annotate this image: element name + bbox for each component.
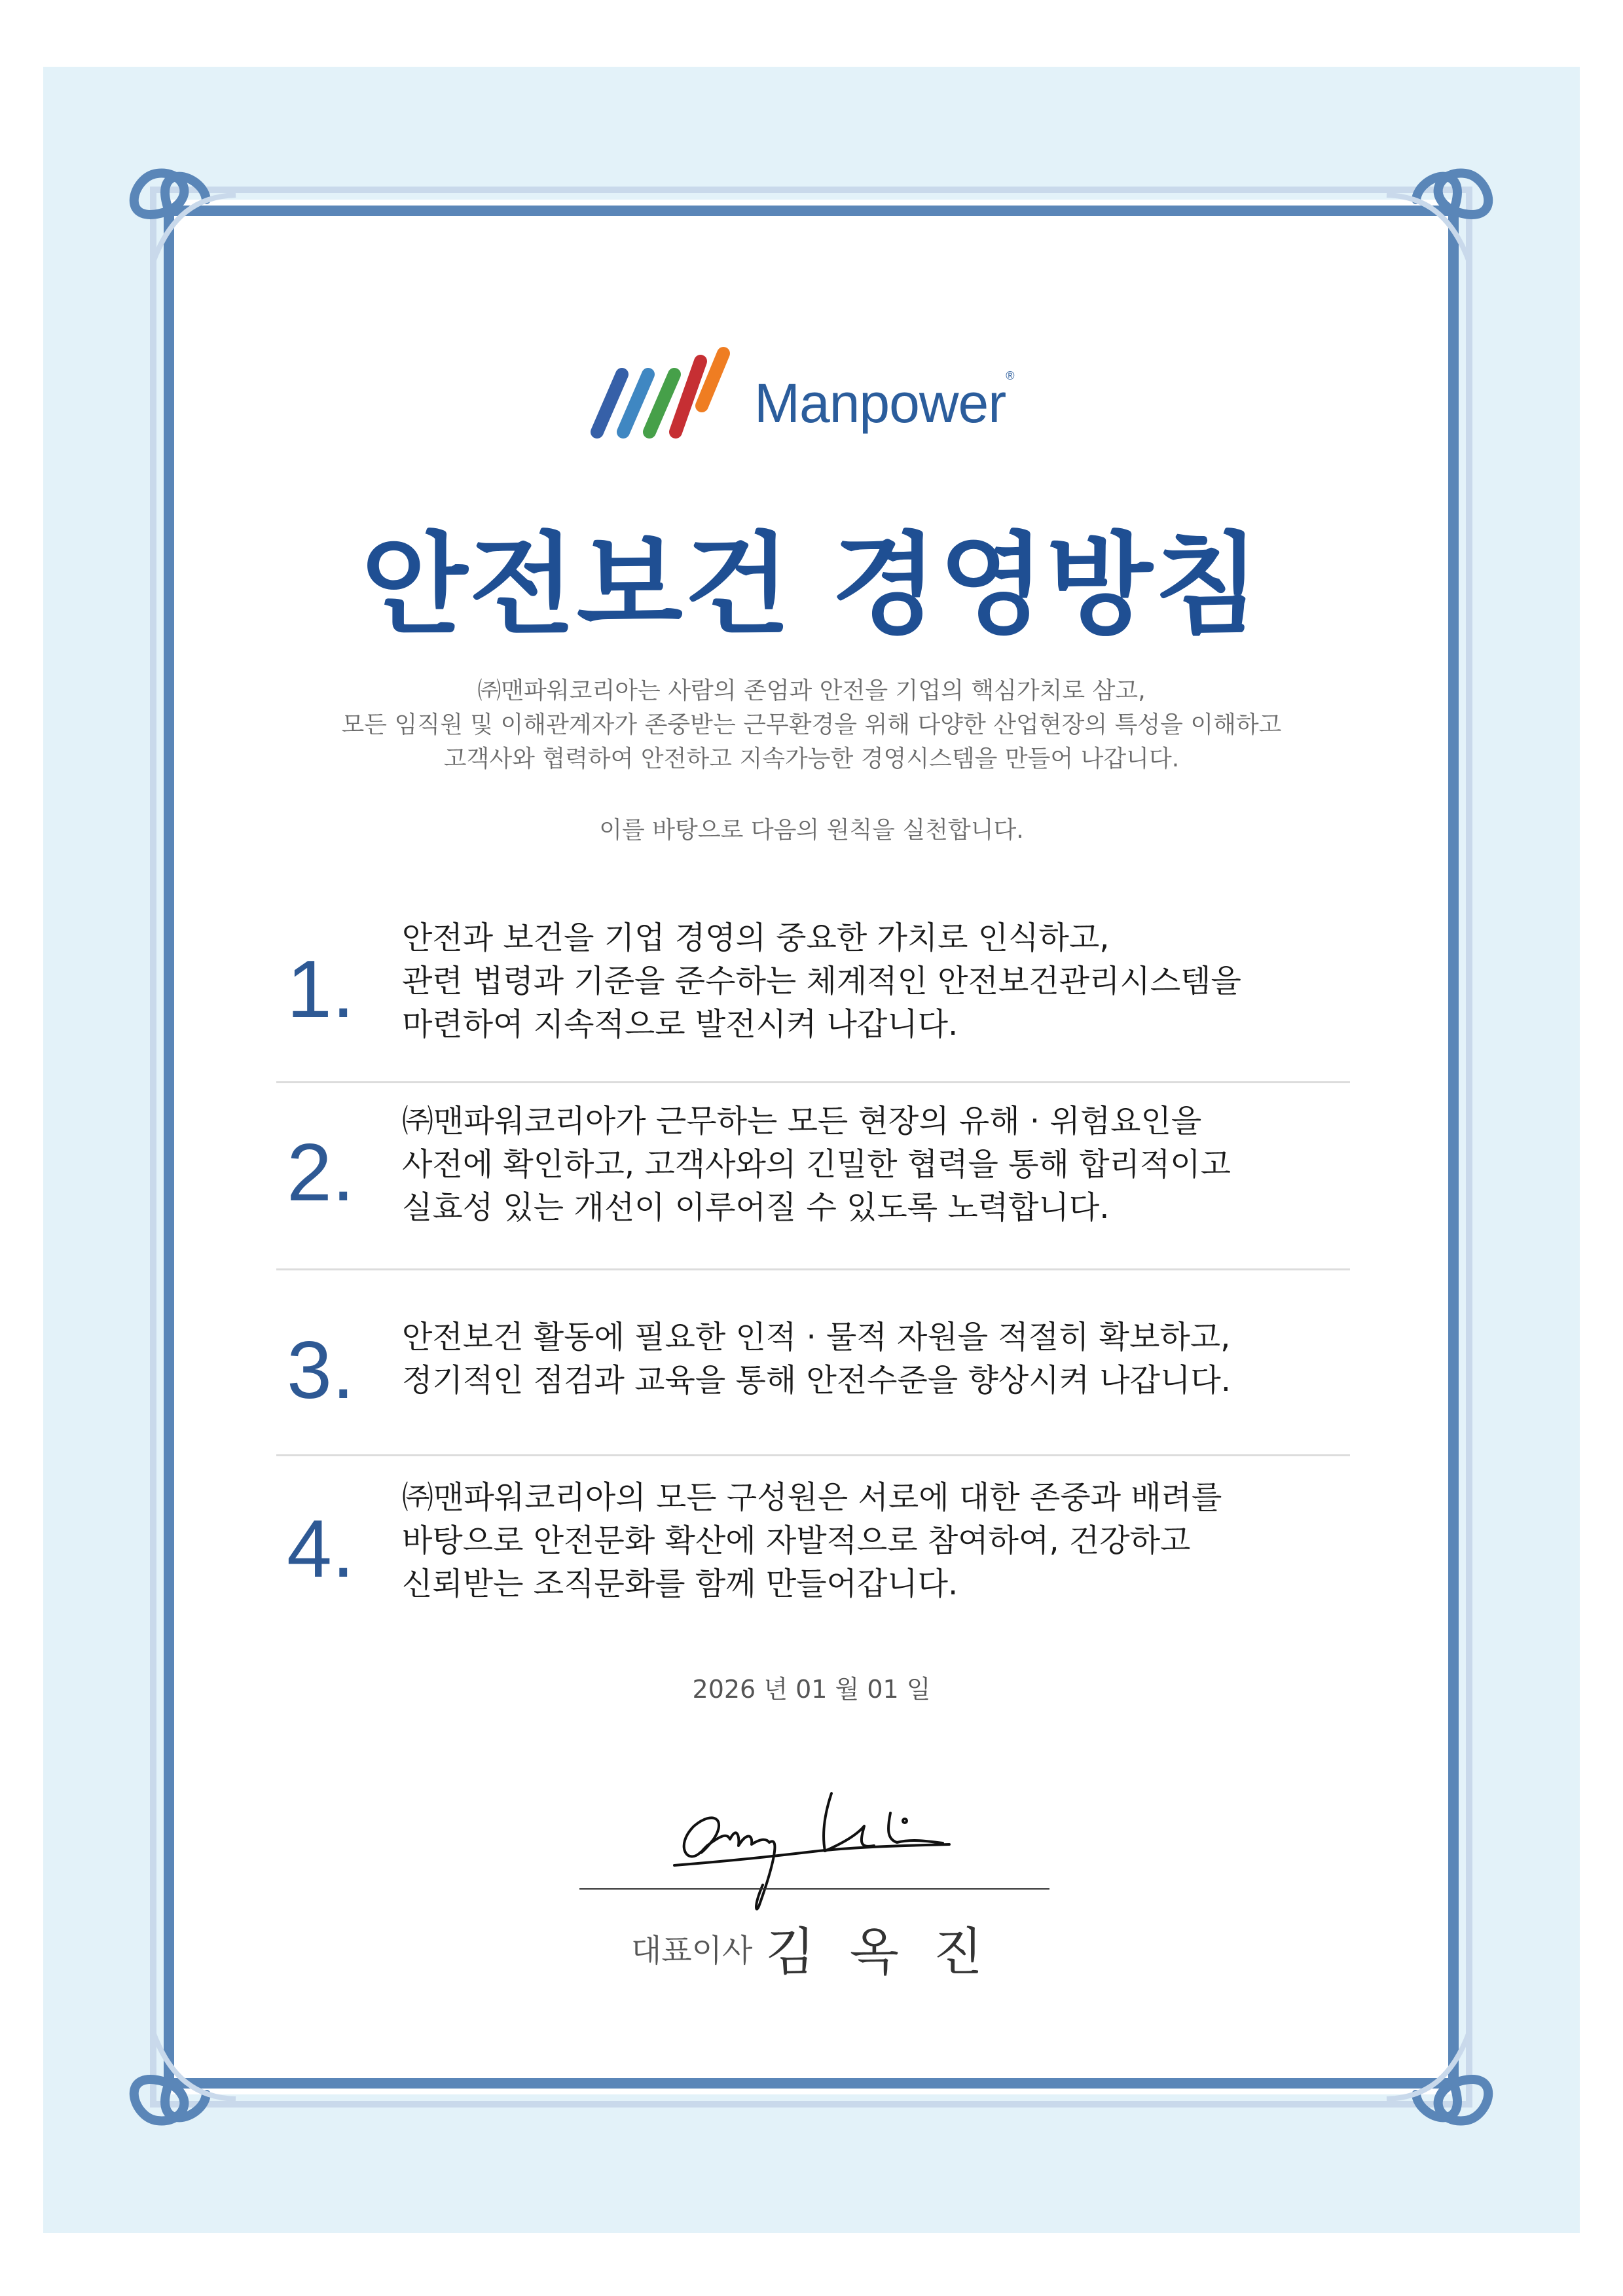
divider [276, 1268, 1350, 1270]
principle-line: ㈜맨파워코리아가 근무하는 모든 현장의 유해 · 위험요인을 [402, 1103, 1202, 1139]
principle-line: 실효성 있는 개선이 이루어질 수 있도록 노력합니다. [402, 1189, 1110, 1226]
intro-paragraph [0, 674, 1623, 776]
principle-line: 안전과 보건을 기업 경영의 중요한 가치로 인식하고, [402, 920, 1110, 956]
principle-line: 정기적인 점검과 교육을 통해 안전수준을 향상시켜 나갑니다. [402, 1362, 1231, 1399]
intro-line: 모든 임직원 및 이해관계자가 존중받는 근무환경을 위해 다양한 산업현장의 특성을 이해하고 [341, 711, 1282, 738]
principle-line: 사전에 확인하고, 고객사와의 긴밀한 협력을 통해 합리적이고 [402, 1146, 1231, 1183]
principle-number: 1. [287, 944, 355, 1035]
principle-line: 안전보건 활동에 필요한 인적 · 물적 자원을 적절히 확보하고, [402, 1319, 1231, 1355]
intro-line: 고객사와 협력하여 안전하고 지속가능한 경영시스템을 만들어 나갑니다. [443, 745, 1180, 772]
principle-line: 마련하여 지속적으로 발전시켜 나갑니다. [402, 1006, 958, 1043]
divider [276, 1454, 1350, 1456]
principle-line: 신뢰받는 조직문화를 함께 만들어갑니다. [402, 1566, 958, 1602]
principle-text [402, 1316, 1231, 1402]
page-title: 안전보건 경영방침 [361, 521, 1262, 649]
manpower-logo-text: Manpower® [754, 369, 1014, 434]
signatory-name: 김 옥 진 [765, 1923, 993, 1982]
document-date: 2026 년 01 월 01 일 [692, 1675, 931, 1704]
signatory-role: 대표이사 [630, 1932, 753, 1969]
manpower-logo-stripes-icon [589, 347, 746, 445]
principle-line: 관련 법령과 기준을 준수하는 체계적인 안전보건관리시스템을 [402, 963, 1241, 999]
handwritten-signature [661, 1774, 976, 1924]
principle-number: 4. [287, 1504, 355, 1594]
signature-line [579, 1888, 1049, 1890]
principle-number: 2. [287, 1128, 355, 1218]
logo-stripe [623, 374, 648, 432]
principle-text [402, 916, 1241, 1046]
principle-line: ㈜맨파워코리아의 모든 구성원은 서로에 대한 존중과 배려를 [402, 1479, 1222, 1516]
principle-number: 3. [287, 1325, 355, 1416]
divider [276, 1081, 1350, 1083]
logo-stripe [597, 374, 622, 432]
manpower-logo [589, 347, 1048, 445]
signatory [0, 1911, 1623, 1984]
principle-item-3 [276, 1316, 1350, 1420]
principle-text [402, 1476, 1222, 1605]
principle-line: 바탕으로 안전문화 확산에 자발적으로 참여하여, 건강하고 [402, 1522, 1191, 1559]
intro-closing: 이를 바탕으로 다음의 원칙을 실천합니다. [599, 817, 1024, 844]
intro-line: ㈜맨파워코리아는 사람의 존엄과 안전을 기업의 핵심가치로 삼고, [477, 677, 1146, 704]
principle-text [402, 1100, 1231, 1229]
logo-stripe [649, 374, 674, 432]
principle-item-1 [276, 916, 1350, 1067]
principle-item-4 [276, 1476, 1350, 1626]
principle-item-2 [276, 1100, 1350, 1250]
